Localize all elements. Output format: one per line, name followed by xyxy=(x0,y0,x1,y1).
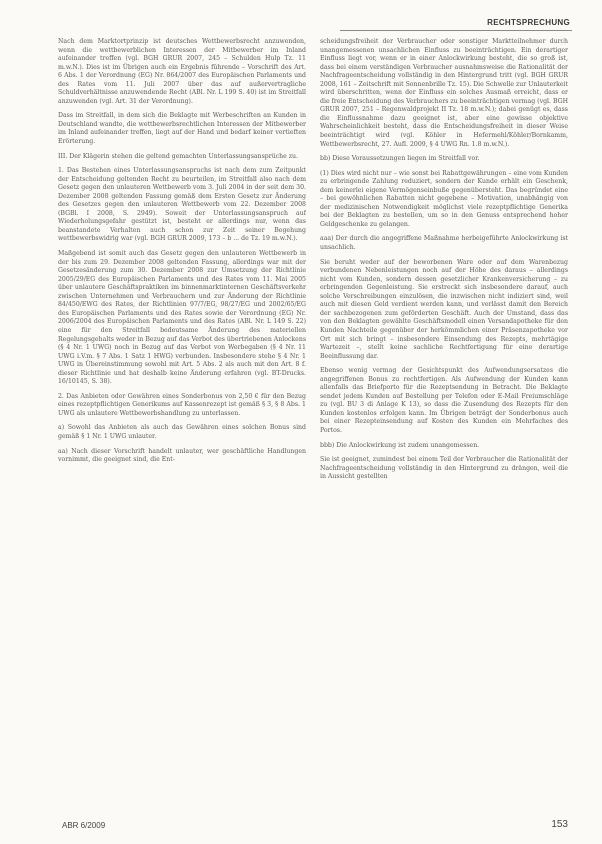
header-divider xyxy=(340,30,572,31)
paragraph: 2. Das Anbieten oder Gewähren eines Sonderbonus von 2,50 € für den Bezug eines rezeptpflichtigen Generikums auf Kassenrezept ist gemäß § 3, § 8 Abs. 1 UWG als unlautere Wettbewerbshandlung zu unterlassen. xyxy=(58,392,306,417)
paragraph: scheidungsfreiheit der Verbraucher oder sonstiger Marktteilnehmer durch unangemessenen unsachlichen Einfluss zu beeinträchtigen. Ein derartiger Einfluss liegt vor, wenn er in einer Anlockwirkung besteht, die so groß ist, dass bei einem verständigen Verbraucher ausnahmsweise die Rationalität der Nachfrageentscheidung vollständig in den Hintergrund tritt (vgl. BGH GRUR 2008, 161 – Zeitschrift mit Sonnenbrille Tz. 15). Die Schwelle zur Unlauterkeit wird überschritten, wenn der Einfluss ein solches Ausmaß erreicht, dass er die freie Entscheidung des Verbrauchers zu beeinträchtigen vermag (vgl. BGH GRUR 2007, 251 – Regenwaldprojekt II Tz. 18 m.w.N.); dabei genügt es, dass die Einflussnahme dazu geeignet ist, aber eine gewisse objektive Wahrscheinlichkeit besteht, dass die Entscheidungsfreiheit in dieser Weise beeinträchtigt wird (vgl. Köhler in Hefermehl/Köhler/Bornkamm, Wettbewerbsrecht, 27. Aufl. 2009, § 4 UWG Rn. 1.8 m.w.N.). xyxy=(320,38,568,148)
paragraph: Ebenso wenig vermag der Gesichtspunkt des Aufwendungsersatzes die angegriffenen Bonus zu rechtfertigen. Als Aufwendung der Kunden kann allenfalls das Briefporto für die Rezeptsendung in Betracht. Die Beklagte sendet jedem Kunden auf Bestellung per Telefon oder E-Mail Freiumschläge zu (vgl. BU 3 di Anlage K 13), so dass die Zusendung des Rezepts für den Kunden kostenlos erfolgen kann. Im Übrigen beträgt der Sonderbonus auch bei einer Rezepteinsendung auf Kosten des Kunden ein Mehrfaches des Portos. xyxy=(320,367,568,434)
paragraph: bb) Diese Voraussetzungen liegen im Streitfall vor. xyxy=(320,155,480,163)
paragraph: Sie ist geeignet, zumindest bei einem Teil der Verbraucher die Rationalität der Nachfrageentscheidung vollständig in den Hintergrund zu drängen, weil die in Aussicht gestellten xyxy=(320,456,568,481)
journal-issue: ABR 6/2009 xyxy=(62,821,106,830)
paragraph: Sie beruht weder auf der beworbenen Ware oder auf dem Warenbezug verbundenen Nebenleistungen noch auf der Höhe des daraus – allerdings nicht vom Kunden, sondern dessen gesetzlicher Krankenversicherung – zu erbringenden Gegenleistung. Sie erstreckt sich insbesondere darauf, auch solche Verschreibungen einzulösen, die inzwischen nicht indiziert sind, weil auch mit diesen Geld verdient werden kann, und verlässt damit den Bereich der sachbezogenen zum geförderten Geschäft. Auch der Umstand, dass das von den Beklagten gewählte Geschäftsmodell einen Versandapotheke für den Kunden Nachteile gegenüber der herkömmlichen einer Präsenzapotheke vor Ort mit sich bringt – insbesondere Einsendung des Rezepts, mehrtägige Wartezeit –, stellt keine sachliche Rechtfertigung für eine derartige Beeinflussung dar. xyxy=(320,258,568,360)
paragraph: III. Der Klägerin stehen die geltend gemachten Unterlassungsansprüche zu. xyxy=(58,152,298,160)
paragraph: (1) Dies wird nicht nur – wie sonst bei Rabattgewährungen – eine vom Kunden zu erbringende Zahlung reduziert, sondern der Kunde erhält ein Geschenk, dem keinerlei eigene Vermögenseinbuße gegenübersteht. Das begründet eine – bei gewöhnlichen Rabatten nicht gegebene – Motivation, unabhängig von der medizinischen Notwendigkeit möglichst viele rezeptpflichtige Generika bei der Beklagten zu bestellen, um so in den Genuss entsprechend hoher Geldgeschenke zu gelangen. xyxy=(320,169,568,228)
left-text-column xyxy=(58,38,306,808)
right-text-column xyxy=(320,38,568,808)
paragraph: Nach dem Marktortprinzip ist deutsches Wettbewerbsrecht anzuwenden, wenn die wettbewerblichen Interessen der Mitbewerber im Inland aufeinander treffen (vgl. BGH GRUR 2007, 245 – Schulden Hulp Tz. 11 m.w.N.). Dies ist im Übrigen auch ein Ergebnis führende – Vorschrift des Art. 6 Abs. 1 der Verordnung (EG) Nr. 864/2007 des Europäischen Parlaments und des Rates vom 11. Juli 2007 über das auf außervertragliche Schuldverhältnisse anzuwendende Recht (ABl. Nr. L 199 S. 40) ist im Streitfall anzuwenden (vgl. Art. 31 der Verordnung). xyxy=(58,38,306,105)
paragraph: aaa) Der durch die angegriffene Maßnahme herbeigeführte Anlockwirkung ist unsachlich. xyxy=(320,235,568,252)
paragraph: Maßgebend ist somit auch das Gesetz gegen den unlauteren Wettbewerb in der bis zum 29. Dezember 2008 geltenden Fassung, allerdings war mit der Gesetzesänderung zum 30. Dezember 2008 zur Umsetzung der Richtlinie 2005/29/EG des Europäischen Parlaments und des Rates vom 11. Mai 2005 über unlautere Geschäftspraktiken im binnenmarktinternen Geschäftsverkehr zwischen Unternehmen und Verbrauchern und zur Änderung der Richtlinie 84/450/EWG des Rates, der Richtlinien 97/7/EG, 98/27/EG und 2002/65/EG des Europäischen Parlaments und des Rates sowie der Verordnung (EG) Nr. 2006/2004 des Europäischen Parlaments und des Rates (ABl. Nr. L 149 S. 22) eine für den Streitfall bedeutsame Änderung des materiellen Regelungsgehalts weder in Bezug auf das Verbot des übertriebenen Anlockens (§ 4 Nr. 1 UWG) noch in Bezug auf das Verbot von Werbegaben (§ 4 Nr. 11 UWG i.V.m. § 7 Abs. 1 Satz 1 HWG) verbunden. Insbesondere stehe § 4 Nr. 1 UWG in Übereinstimmung sowohl mit Art. 5 Abs. 2 als auch mit den Art. 8 f. dieser Richtlinie und hat deshalb keine Änderung erfahren (vgl. BT-Drucks. 16/10145, S. 38). xyxy=(58,250,306,386)
paragraph: Dass im Streitfall, in dem sich die Beklagte mit Werbeschriften an Kunden in Deutschland wandte, die wettbewerbsrechtlichen Interessen der Mitbewerber im Inland aufeinander treffen, liegt auf der Hand und bedarf keiner vertieften Erörterung. xyxy=(58,112,306,146)
paragraph: 1. Das Bestehen eines Unterlassungsanspruchs ist nach dem zum Zeitpunkt der Entscheidung geltenden Recht zu beurteilen, im Streitfall also nach dem Gesetz gegen den unlauteren Wettbewerb vom 3. Juli 2004 in der seit dem 30. Dezember 2008 geltenden Fassung gemäß dem Ersten Gesetz zur Änderung des Gesetzes gegen den unlauteren Wettbewerb vom 22. Dezember 2008 (BGBl. I 2008, S. 2949). Soweit der Unterlassungsanspruch auf Wiederholungsgefahr gestützt ist, besteht er allerdings nur, wenn das beanstandete Verhalten auch schon zur Zeit seiner Begehung wettbewerbswidrig war (vgl. BGH GRUR 2009, 173 – b ... de Tz. 19 m.w.N.). xyxy=(58,167,306,243)
paragraph: aa) Nach dieser Vorschrift handelt unlauter, wer geschäftliche Handlungen vornimmt, die geeignet sind, die Ent- xyxy=(58,447,306,464)
section-title: RECHTSPRECHUNG xyxy=(487,18,570,27)
page-number: 153 xyxy=(551,819,568,830)
paragraph: bbb) Die Anlockwirkung ist zudem unangemessen. xyxy=(320,441,480,449)
paragraph: a) Sowohl das Anbieten als auch das Gewähren eines solchen Bonus sind gemäß § 1 Nr. 1 UWG unlauter. xyxy=(58,424,306,440)
